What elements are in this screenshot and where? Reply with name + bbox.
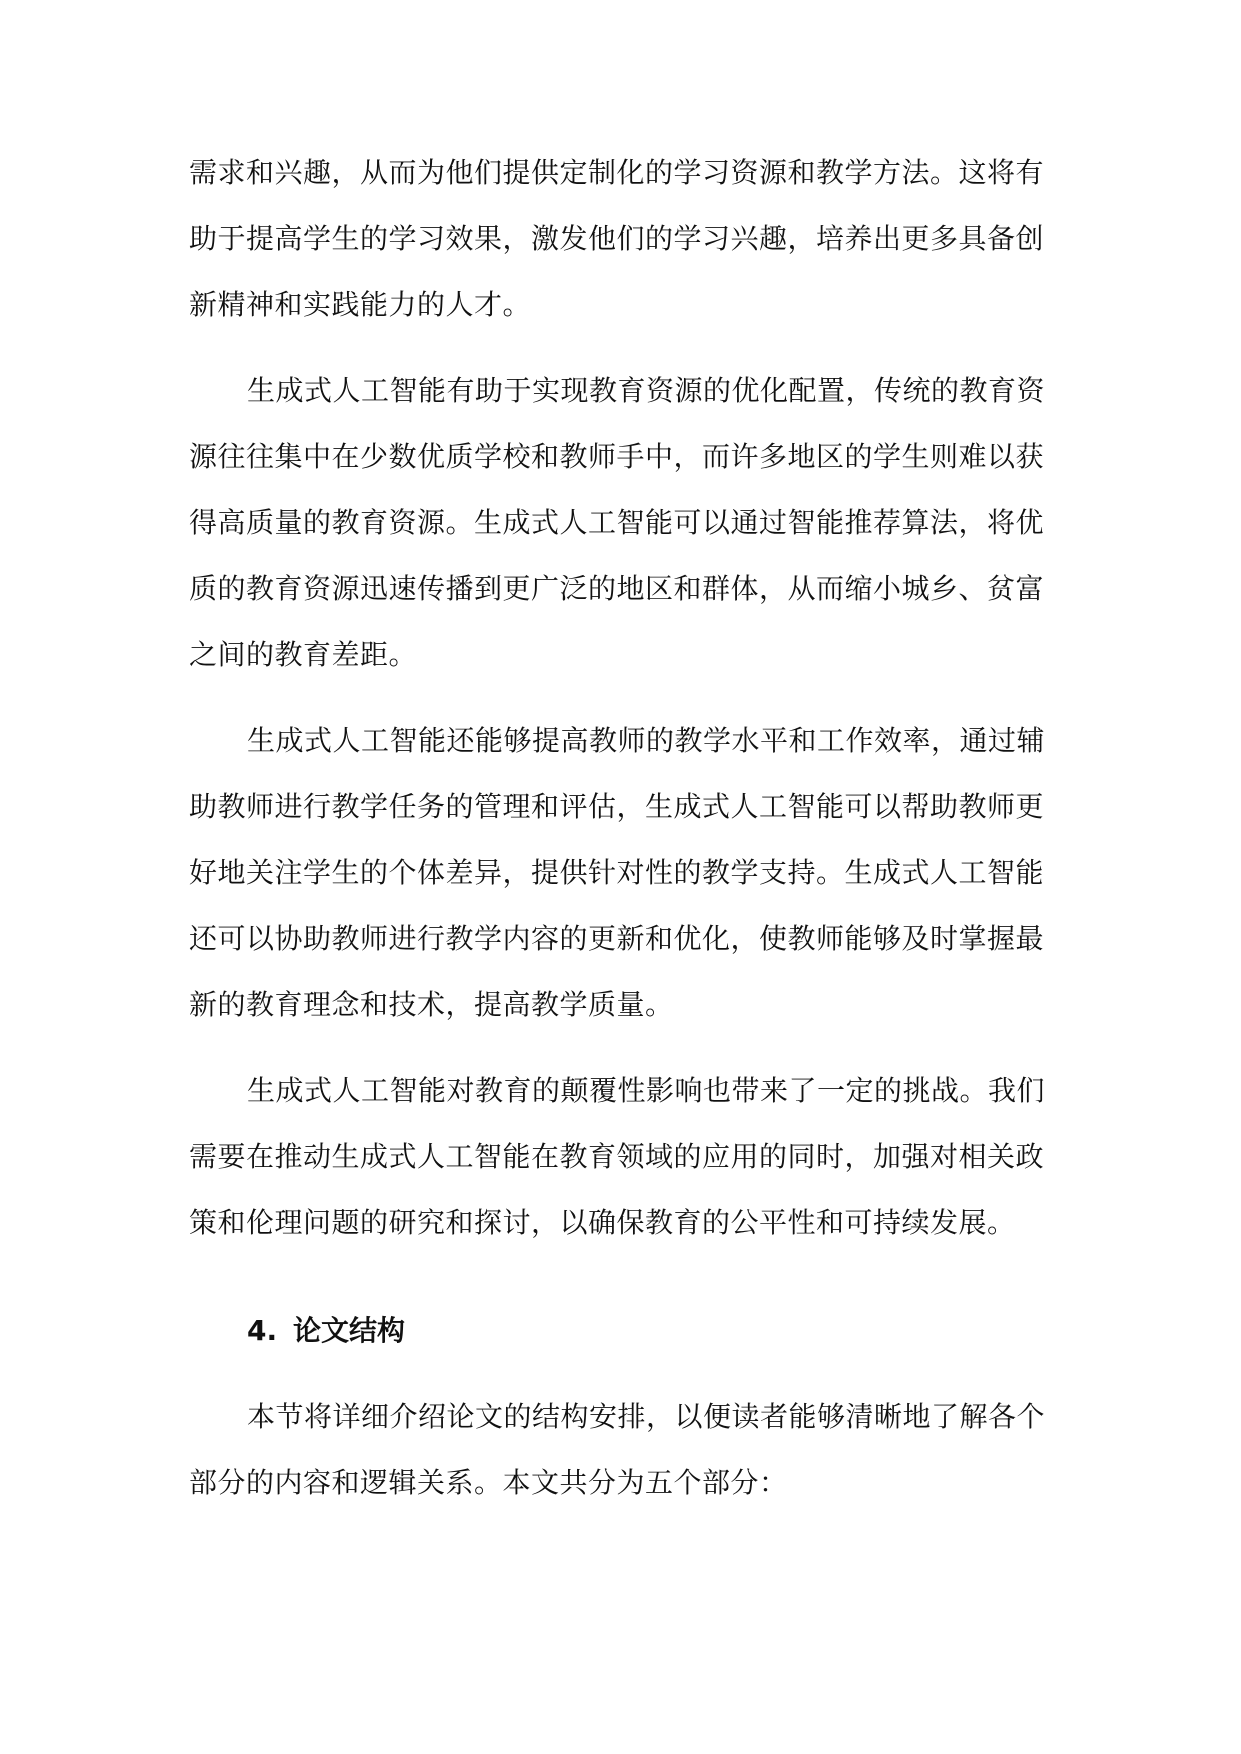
paragraph-3 [189,708,1051,1038]
paragraph-4 [189,1058,1051,1256]
paragraph-1 [189,140,1051,338]
section-number: 4. [247,1314,278,1347]
section-title: 论文结构 [293,1314,406,1347]
text-line: 好地关注学生的个体差异，提供针对性的教学支持。生成式人工智能 [189,856,1045,889]
text-line: 策和伦理问题的研究和探讨，以确保教育的公平性和可持续发展。 [189,1206,1016,1239]
section-spacer [189,1256,1051,1298]
text-line: 需要在推动生成式人工智能在教育领域的应用的同时，加强对相关政 [189,1140,1045,1173]
text-line: 还可以协助教师进行教学内容的更新和优化，使教师能够及时掌握最 [189,922,1045,955]
text-line: 新精神和实践能力的人才。 [189,288,532,321]
text-line: 得高质量的教育资源。生成式人工智能可以通过智能推荐算法，将优 [189,506,1045,539]
paragraph-2 [189,358,1051,688]
text-line: 源往往集中在少数优质学校和教师手中，而许多地区的学生则难以获 [189,440,1045,473]
text-line: 质的教育资源迅速传播到更广泛的地区和群体，从而缩小城乡、贫富 [189,572,1045,605]
text-line: 需求和兴趣，从而为他们提供定制化的学习资源和教学方法。这将有 [189,156,1045,189]
text-line: 部分的内容和逻辑关系。本文共分为五个部分： [189,1466,788,1499]
paragraph-spacer [189,1364,1051,1384]
text-line: 本节将详细介绍论文的结构安排，以便读者能够清晰地了解各个 [247,1400,1046,1433]
text-line: 生成式人工智能还能够提高教师的教学水平和工作效率，通过辅 [247,724,1046,757]
document-body [189,140,1051,1516]
text-line: 生成式人工智能对教育的颠覆性影响也带来了一定的挑战。我们 [247,1074,1046,1107]
section-heading [189,1298,1051,1364]
paragraph-spacer [189,688,1051,708]
text-line: 助于提高学生的学习效果，激发他们的学习兴趣，培养出更多具备创 [189,222,1045,255]
paragraph-spacer [189,1038,1051,1058]
text-line: 生成式人工智能有助于实现教育资源的优化配置，传统的教育资 [247,374,1046,407]
section-paragraph [189,1384,1051,1516]
text-line: 新的教育理念和技术，提高教学质量。 [189,988,674,1021]
text-line: 助教师进行教学任务的管理和评估，生成式人工智能可以帮助教师更 [189,790,1045,823]
paragraph-spacer [189,338,1051,358]
text-line: 之间的教育差距。 [189,638,418,671]
